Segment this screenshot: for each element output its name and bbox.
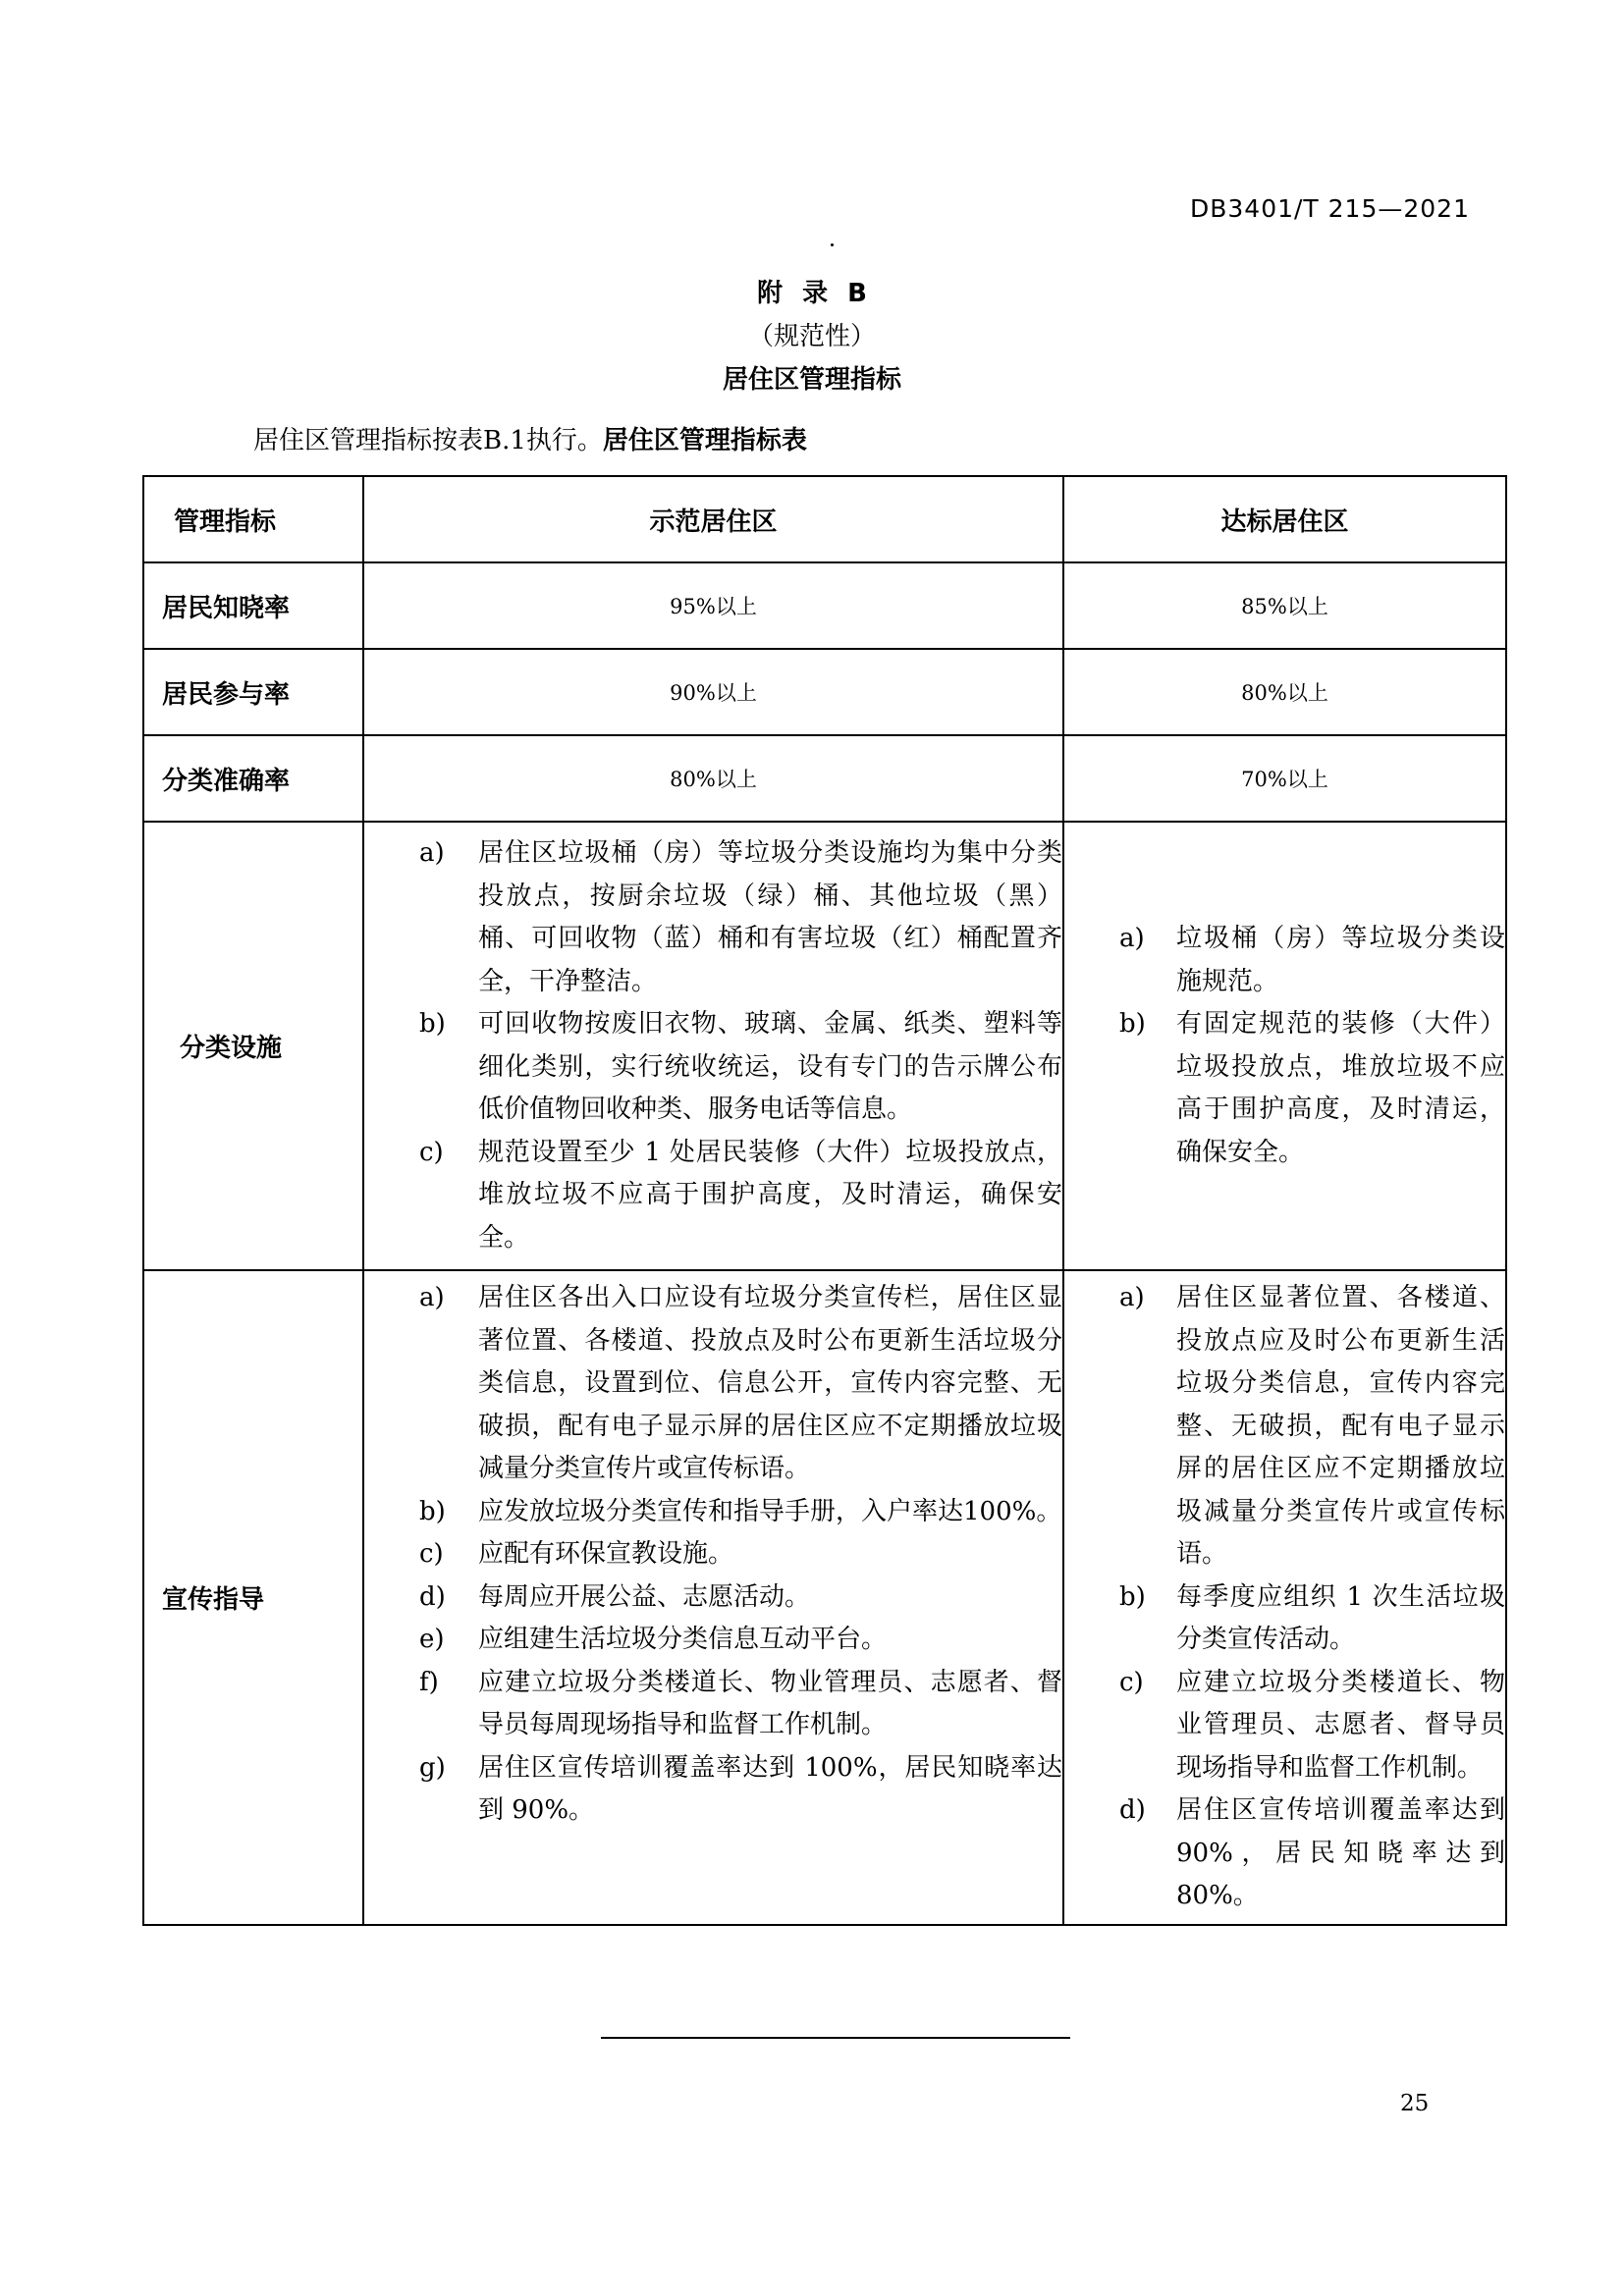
intro-text: 居住区管理指标按表B.1执行。	[253, 426, 603, 455]
standard-requirements-cell	[1063, 1270, 1506, 1925]
demo-value-cell: 80%以上	[363, 735, 1063, 822]
requirement-list	[1064, 918, 1505, 1174]
demo-requirements-cell	[363, 1270, 1063, 1925]
standard-value-cell: 85%以上	[1063, 562, 1506, 649]
list-item: a) 居住区显著位置、各楼道、投放点应及时公布更新生活垃圾分类信息，宣传内容完整、无破损，配有电子显示屏的居住区应不定期播放垃圾减量分类宣传片或宣传标语。	[1119, 1283, 1505, 1569]
list-item: a) 居住区垃圾桶（房）等垃圾分类设施均为集中分类投放点，按厨余垃圾（绿）桶、其他垃圾（黑）桶、可回收物（蓝）桶和有害垃圾（红）桶配置齐全，干净整洁。	[419, 838, 1062, 996]
list-item: f) 应建立垃圾分类楼道长、物业管理员、志愿者、督导员每周现场指导和监督工作机制。	[419, 1667, 1062, 1739]
list-item: b) 有固定规范的装修（大件）垃圾投放点，堆放垃圾不应高于围护高度，及时清运，确保安全。	[1119, 1009, 1505, 1167]
end-of-section-rule	[601, 2037, 1070, 2039]
appendix-type: （规范性）	[747, 322, 876, 351]
list-item: g) 居住区宣传培训覆盖率达到 100%，居民知晓率达到 90%。	[419, 1752, 1062, 1825]
list-item: c) 规范设置至少 1 处居民装修（大件）垃圾投放点，堆放垃圾不应高于围护高度，及时清运，确保安全。	[419, 1137, 1062, 1253]
table-row	[143, 562, 1506, 649]
header-demo: 示范居住区	[363, 476, 1063, 562]
header-standard: 达标居住区	[1063, 476, 1506, 562]
decorative-dot	[831, 243, 834, 246]
list-item: c) 应建立垃圾分类楼道长、物业管理员、志愿者、督导员现场指导和监督工作机制。	[1119, 1667, 1505, 1783]
requirement-list	[364, 832, 1062, 1259]
list-item: e) 应组建生活垃圾分类信息互动平台。	[419, 1625, 888, 1654]
indicator-cell: 居民知晓率	[143, 562, 363, 649]
demo-requirements-cell	[363, 822, 1063, 1270]
standard-requirements-cell	[1063, 822, 1506, 1270]
indicator-cell: 宣传指导	[143, 1270, 363, 1925]
requirement-list	[364, 1277, 1062, 1833]
list-item: c) 应配有环保宣教设施。	[419, 1539, 734, 1569]
list-item: d) 居住区宣传培训覆盖率达到 90%，居民知晓率达到 80%。	[1119, 1795, 1505, 1910]
demo-value-cell: 90%以上	[363, 649, 1063, 735]
list-item: a) 垃圾桶（房）等垃圾分类设施规范。	[1119, 924, 1505, 996]
appendix-title: 附录B	[757, 279, 887, 308]
table-row	[143, 735, 1506, 822]
page-number: 25	[1400, 2091, 1430, 2116]
standard-value-cell: 70%以上	[1063, 735, 1506, 822]
table-row-facility	[143, 822, 1506, 1270]
intro-paragraph	[253, 420, 807, 456]
indicator-cell: 分类设施	[143, 822, 363, 1270]
document-id: DB3401/T 215—2021	[1189, 194, 1470, 223]
management-indicator-table	[142, 475, 1507, 1926]
list-item: a) 居住区各出入口应设有垃圾分类宣传栏，居住区显著位置、各楼道、投放点及时公布更新生活垃圾分类信息，设置到位、信息公开，宣传内容完整、无破损，配有电子显示屏的居住区应不定期播放垃圾减量分类宣传片或宣传标语。	[419, 1283, 1062, 1483]
header-indicator: 管理指标	[143, 476, 363, 562]
appendix-name: 居住区管理指标	[722, 365, 901, 395]
indicator-cell: 居民参与率	[143, 649, 363, 735]
requirement-list	[1064, 1277, 1505, 1918]
list-item: b) 可回收物按废旧衣物、玻璃、金属、纸类、塑料等细化类别，实行统收统运，设有专门的告示牌公布低价值物回收种类、服务电话等信息。	[419, 1009, 1062, 1124]
list-item: d) 每周应开展公益、志愿活动。	[419, 1581, 811, 1612]
table-caption: 居住区管理指标表	[602, 426, 807, 455]
list-item: b) 每季度应组织 1 次生活垃圾分类宣传活动。	[1119, 1581, 1505, 1654]
list-item: b) 应发放垃圾分类宣传和指导手册，入户率达100%。	[419, 1496, 1062, 1526]
demo-value-cell: 95%以上	[363, 562, 1063, 649]
table-row	[143, 649, 1506, 735]
table-row-guidance	[143, 1270, 1506, 1925]
table-header-row	[143, 476, 1506, 562]
standard-value-cell: 80%以上	[1063, 649, 1506, 735]
indicator-cell: 分类准确率	[143, 735, 363, 822]
